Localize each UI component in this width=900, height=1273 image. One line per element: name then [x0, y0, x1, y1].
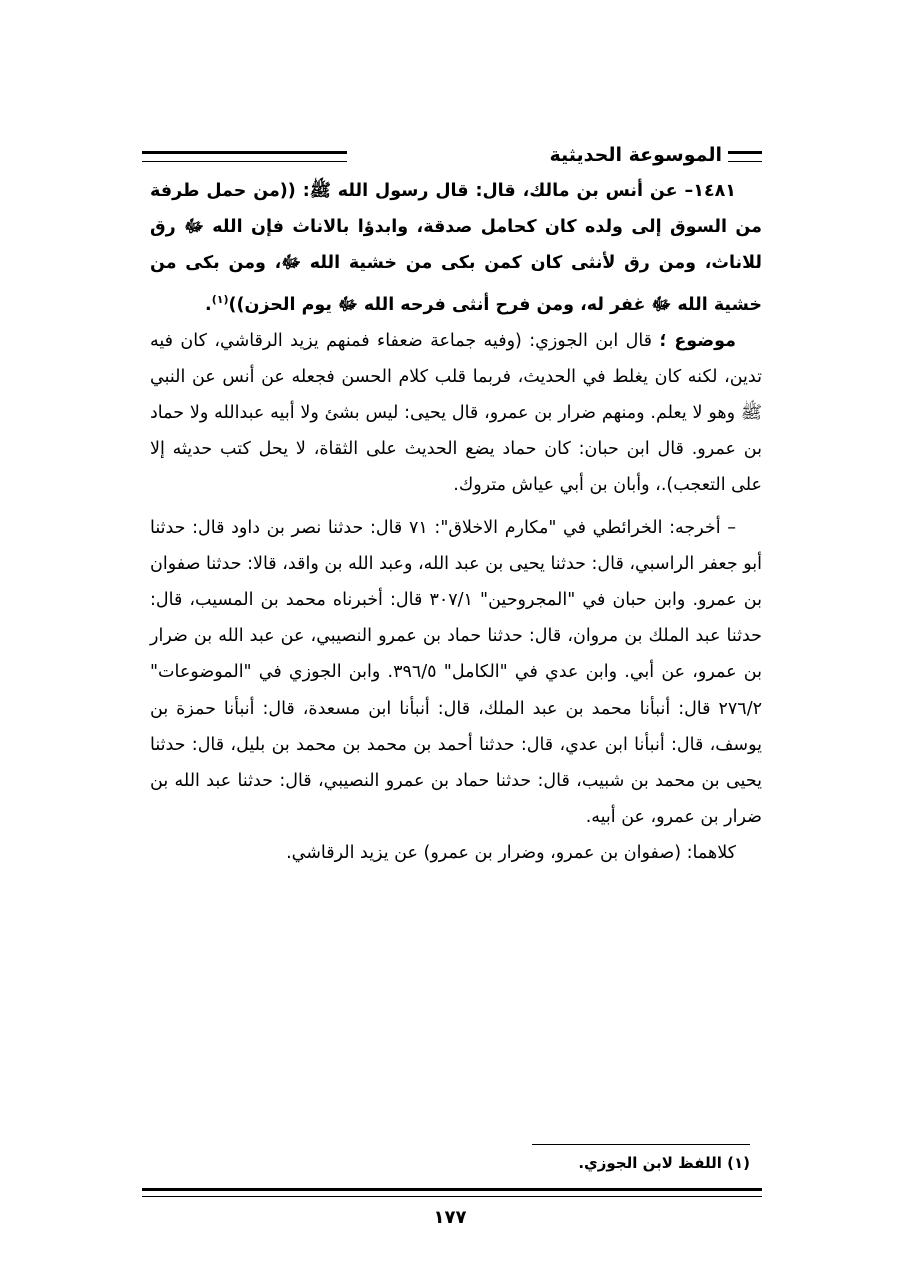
hadith-end: . [205, 294, 212, 315]
assessment-line-4: ولا أبيه عبدالله ولا حماد بن عمرو. قال ابن حبان: كان حماد يضع الحديث [150, 403, 762, 460]
assessment-line-6: متروك. [453, 475, 507, 496]
page-header [142, 142, 762, 168]
takhrij-line-5: حماد بن عمرو النصيبي، عن عبد الله بن ضرار بن عمرو، عن أبي. وابن [150, 626, 762, 683]
hadith-line-3: للاناث، ومن رق لأنثى كان كمن بكى من خشية الله ﷻ، ومن بكى من خشية [150, 253, 762, 315]
page-number: ١٧٧ [433, 1207, 467, 1228]
footer-rule [142, 1188, 762, 1197]
header-rule-right [728, 151, 762, 162]
takhrij-paragraph [150, 510, 762, 836]
assessment-line-5: على الثقاة، لا يحل كتب حديثه إلا على التعجب).، وأبان بن أبي عياش [150, 439, 762, 496]
header-title: الموسوعة الحديثية [549, 144, 722, 166]
assessment-paragraph [150, 323, 762, 504]
takhrij-line-2: داود قال: حدثنا أبو جعفر الراسبي، قال: حدثنا يحيى بن عبد الله، وعبد الله [150, 517, 762, 574]
footnote-marker: (١) [211, 292, 229, 306]
takhrij-line-1: – أخرجه: الخرائطي في "مكارم الاخلاق": ٧١ قال: حدثنا نصر بن [266, 517, 736, 538]
takhrij-line-4: قال: أخبرناه محمد بن المسيب، قال: حدثنا عبد الملك بن مروان، قال: حدثنا [150, 590, 762, 647]
takhrij-line-10: عبد الله بن ضرار بن عمرو، عن أبيه. [150, 771, 762, 828]
hadith-line-1: ١٤٨١– عن أنس بن مالك، قال: قال رسول الله ﷺ: ((من حمل طرفة [150, 181, 736, 201]
conclusion-paragraph: كلاهما: (صفوان بن عمرو، وضرار بن عمرو) عن يزيد الرقاشي. [286, 843, 736, 864]
takhrij-line-7: أنبأنا محمد بن عبد الملك، قال: أنبأنا ابن مسعدة، قال: أنبأنا حمزة بن يوسف، [150, 698, 762, 755]
hadith-line-4: الله ﷻ غفر له، ومن فرح أنثى فرحه الله ﷻ يوم الحزن)) [228, 294, 708, 315]
assessment-line-3: أنس عن النبي ﷺ وهو لا يعلم. ومنهم ضرار بن عمرو، قال يحيى: ليس بشئ [150, 366, 762, 424]
takhrij-line-8: قال: أنبأنا ابن عدي، قال: حدثنا أحمد بن محمد بن محمد بن بليل، قال: حدثنا [150, 734, 704, 755]
assessment-line-1: قال ابن الجوزي: (وفيه جماعة ضعفاء فمنهم يزيد الرقاشي، [214, 330, 653, 351]
takhrij-line-9: يحيى بن محمد بن شبيب، قال: حدثنا حماد بن عمرو النصيبي، قال: حدثنا [237, 771, 762, 792]
takhrij-line-6: عدي في "الكامل" ٣٩٦/٥. وابن الجوزي في "الموضوعات" ٢٧٦/٢ قال: [150, 662, 762, 719]
assessment-label: موضوع ؛ [659, 330, 736, 351]
footnote-separator [532, 1144, 750, 1145]
footnote-text: (١) اللفظ لابن الجوزي. [578, 1154, 750, 1172]
main-text [150, 173, 762, 872]
hadith-text [150, 173, 762, 323]
hadith-line-2: من السوق إلى ولده كان كحامل صدقة، وابدؤا بالاناث فإن الله ﷻ رق [150, 217, 762, 238]
header-rule-left [142, 151, 347, 162]
assessment-line-2: كان فيه تدين، لكنه كان يغلط في الحديث، فربما قلب كلام الحسن فجعله عن [150, 330, 762, 387]
takhrij-line-3: بن واقد، قالا: حدثنا صفوان بن عمرو. وابن حبان في "المجروحين" ٣٠٧/١ [150, 553, 762, 611]
